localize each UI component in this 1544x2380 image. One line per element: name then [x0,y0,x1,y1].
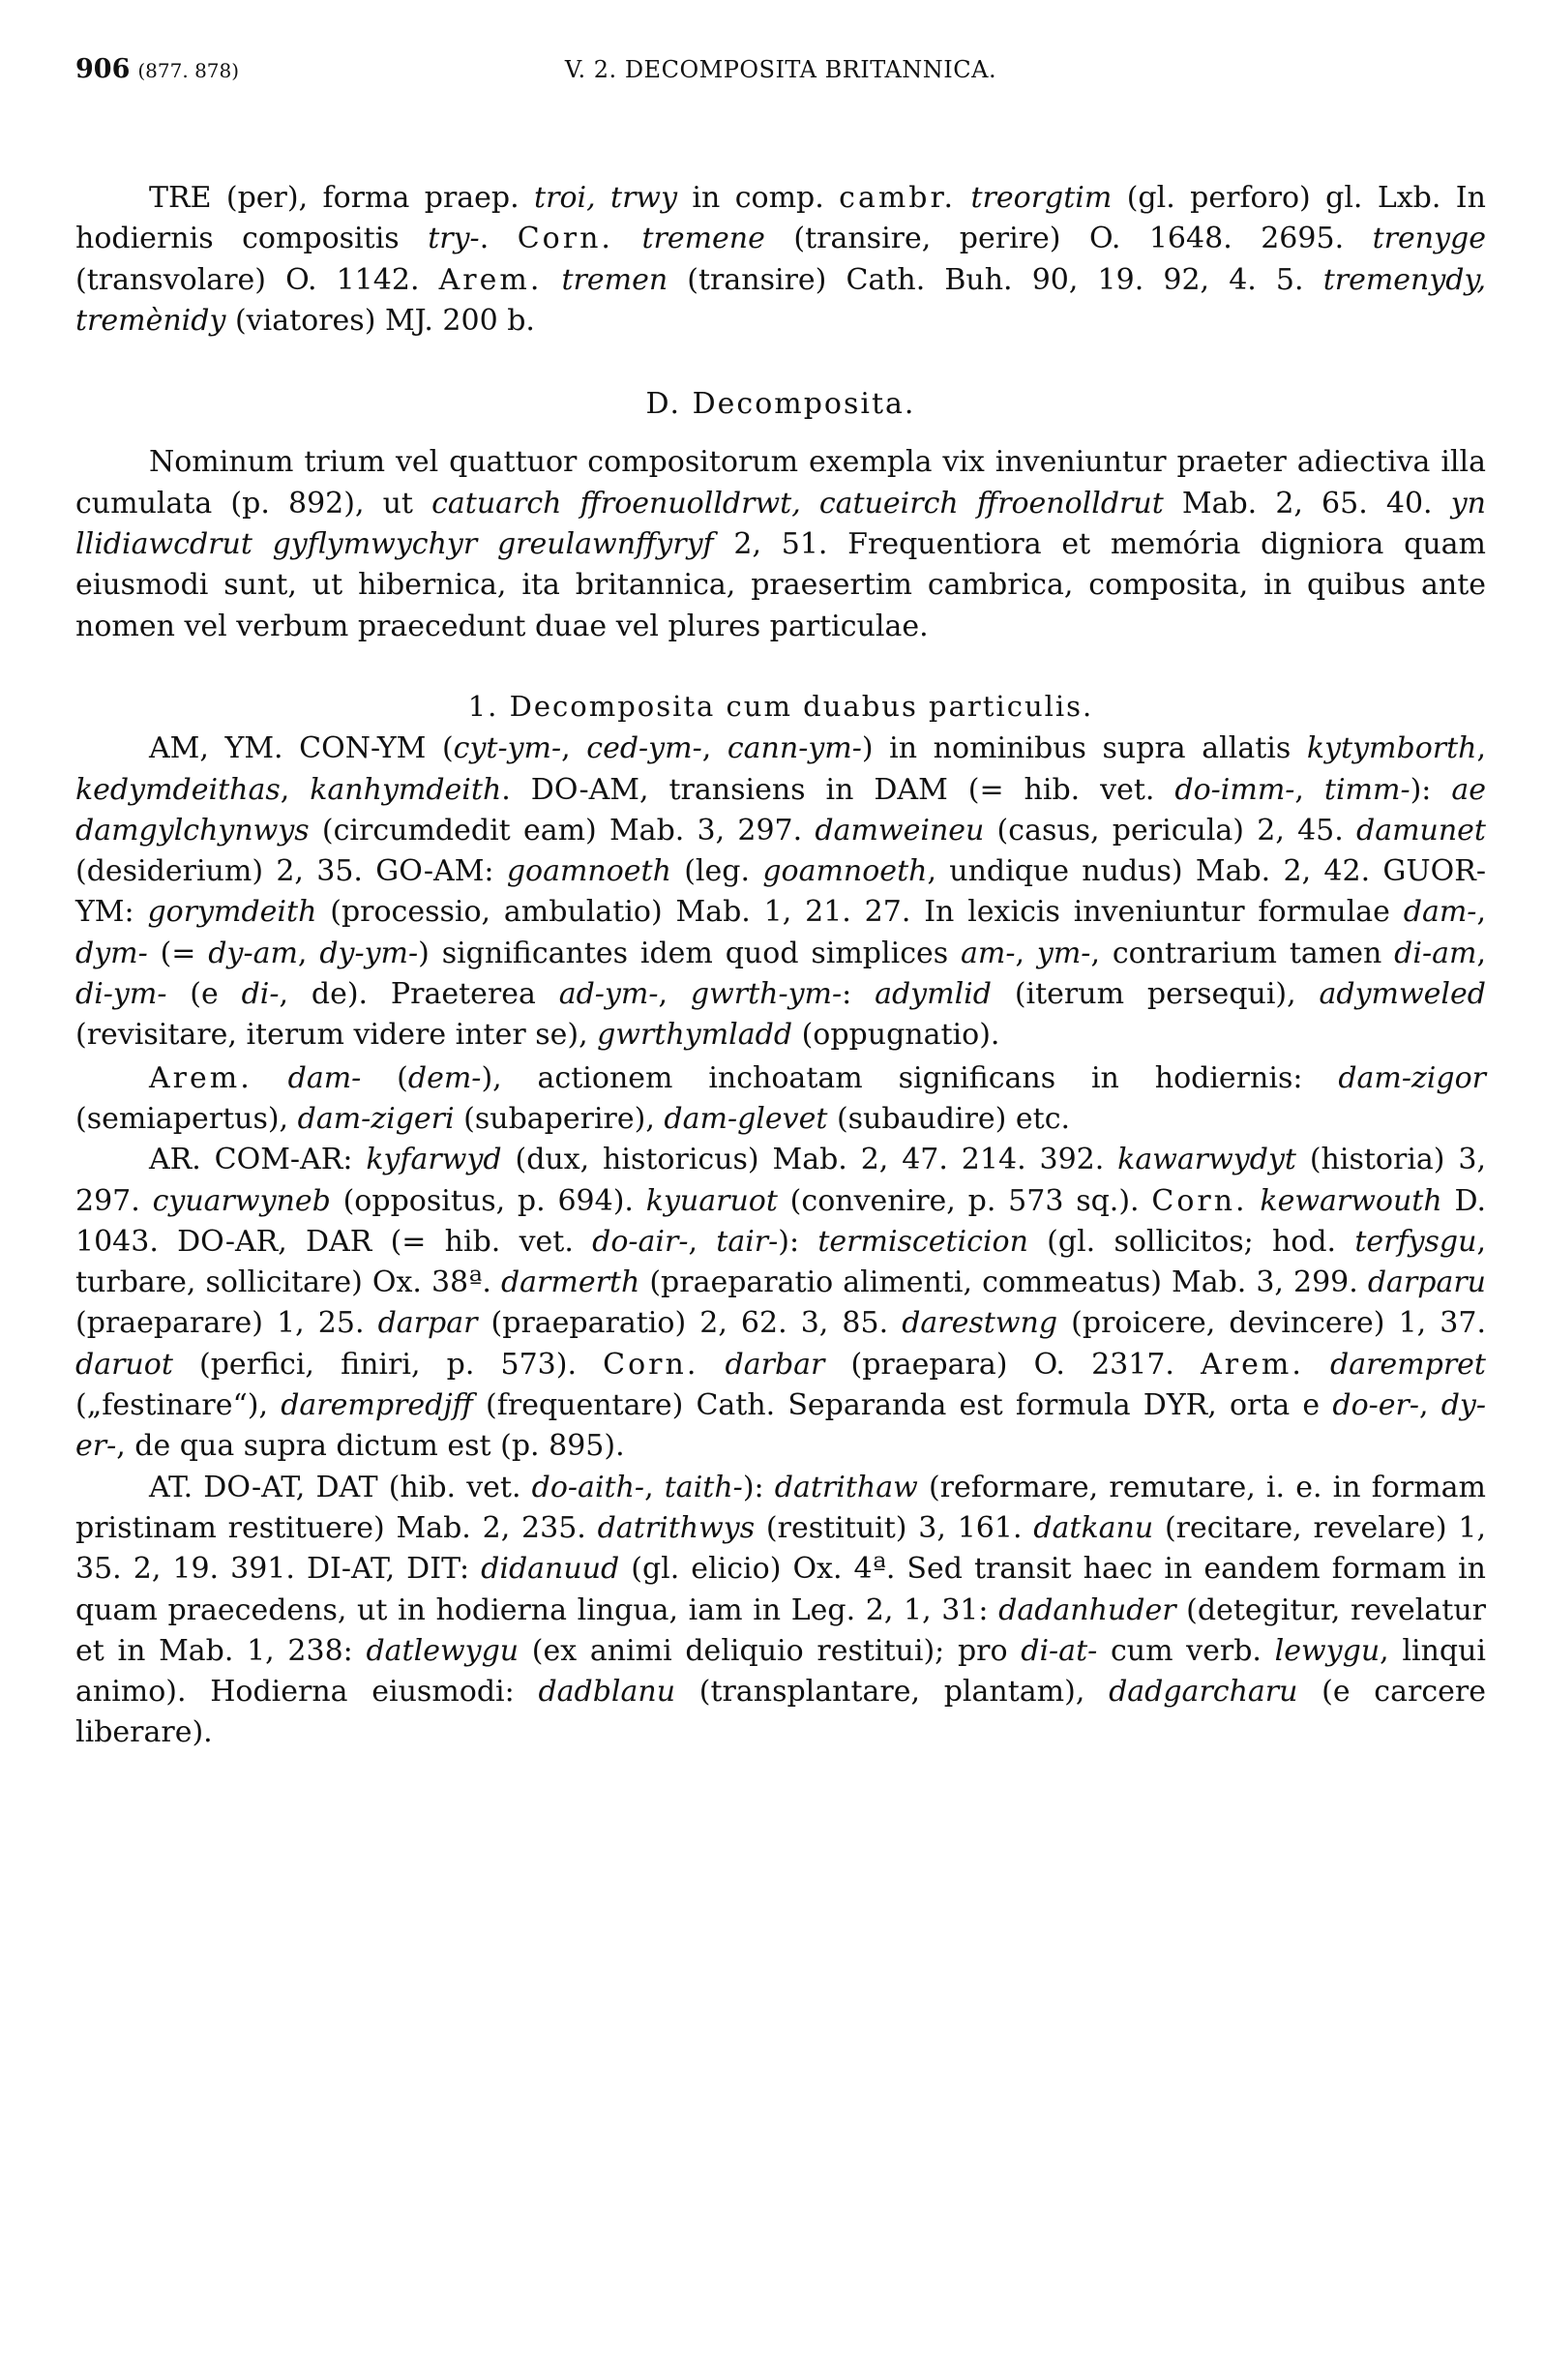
paragraph-tre: TRE (per), forma praep. troi, trwy in comp. cambr. treorgtim (gl. perforo) gl. Lxb. In hodiernis compositis try-. Corn. tremene (transire, perire) O. 1648. 2695. trenyge (transvolare) O. 1142. Arem. tremen (transire) Cath. Buh. 90, 19. 92, 4. 5. tremenydy, tremènidy (viatores) MJ. 200 b. [75,181,1487,338]
paragraph-ar: AR. COM-AR: kyfarwyd (dux, historicus) Mab. 2, 47. 214. 392. kawarwydyt (historia) 3, 297. cyuarwyneb (oppositus, p. 694). kyuaruot (convenire, p. 573 sq.). Corn. kewarwouth D. 1043. DO-AR, DAR (= hib. vet. do-air-, tair-): termisceticion (gl. sollicitos; hod. terfysgu, turbare, sollicitare) Ox. 38ª. darmerth (praeparatio alimenti, commeatus) Mab. 3, 299. darparu (praeparare) 1, 25. darpar (praeparatio) 2, 62. 3, 85. darestwng (proicere, devincere) 1, 37. daruot (perfici, finiri, p. 573). Corn. darbar (praepara) O. 2317. Arem. darempret („festinare“), darempredjff (frequentare) Cath. Separanda est formula DYR, orta e do-er-, dy-er-, de qua supra dictum est (p. 895). [75,1143,1486,1464]
running-title: V. 2. DECOMPOSITA BRITANNICA. [564,56,997,83]
paragraph-at: AT. DO-AT, DAT (hib. vet. do-aith-, taith-): datrithaw (reformare, remutare, i. e. in formam pristinam restituere) Mab. 2, 235. datrithwys (restituit) 3, 161. datkanu (recitare, revelare) 1, 35. 2, 19. 391. DI-AT, DIT: didanuud (gl. elicio) Ox. 4ª. Sed transit haec in eandem formam in quam praecedens, ut in hodierna lingua, iam in Leg. 2, 1, 31: dadanhuder (detegitur, revelatur et in Mab. 1, 238: datlewygu (ex animi deliquio restitui); pro di-at- cum verb. lewygu, linqui animo). Hodierna eiusmodi: dadblanu (transplantare, plantam), dadgarcharu (e carcere liberare). [75,1470,1487,1750]
section-heading-1: 1. Decomposita cum duabus particulis. [467,689,1094,723]
page-number: 906 (877. 878) [75,54,240,84]
section-heading-d: D. Decomposita. [645,387,916,422]
paragraph-arem-dam: Arem. dam- (dem-), actionem inchoatam significans in hodiernis: dam-zigor (semiapertus), dam-zigeri (subaperire), dam-glevet (subaudire) etc. [75,1060,1486,1136]
paragraph-intro: Nominum trium vel quattuor compositorum exempla vix inveniuntur praeter adiectiva illa cumulata (p. 892), ut catuarch ffroenuolldrwt, catueirch ffroenolldrut Mab. 2, 65. 40. yn llidiawcdrut gyflymwychyr greulawnffyryf 2, 51. Frequentiora et memória digniora quam eiusmodi sunt, ut hibernica, ita britannica, praesertim cambrica, composita, in quibus ante nomen vel verbum praecedunt duae vel plures particulae. [75,445,1486,643]
running-head [75,50,1486,108]
paragraph-am-ym: AM, YM. CON-YM (cyt-ym-, ced-ym-, cann-ym-) in nominibus supra allatis kytymborth, kedymdeithas, kanhymdeith. DO-AM, transiens in DAM (= hib. vet. do-imm-, timm-): ae damgylchynwys (circumdedit eam) Mab. 3, 297. damweineu (casus, pericula) 2, 45. damunet (desiderium) 2, 35. GO-AM: goamnoeth (leg. goamnoeth, undique nudus) Mab. 2, 42. GUOR-YM: gorymdeith (processio, ambulatio) Mab. 1, 21. 27. In lexicis inveniuntur formulae dam-, dym- (= dy-am, dy-ym-) significantes idem quod simplices am-, ym-, contrarium tamen di-am, di-ym- (e di-, de). Praeterea ad-ym-, gwrth-ym-: adymlid (iterum persequi), adymweled (revisitare, iterum videre inter se), gwrthymladd (oppugnatio). [75,731,1487,1053]
